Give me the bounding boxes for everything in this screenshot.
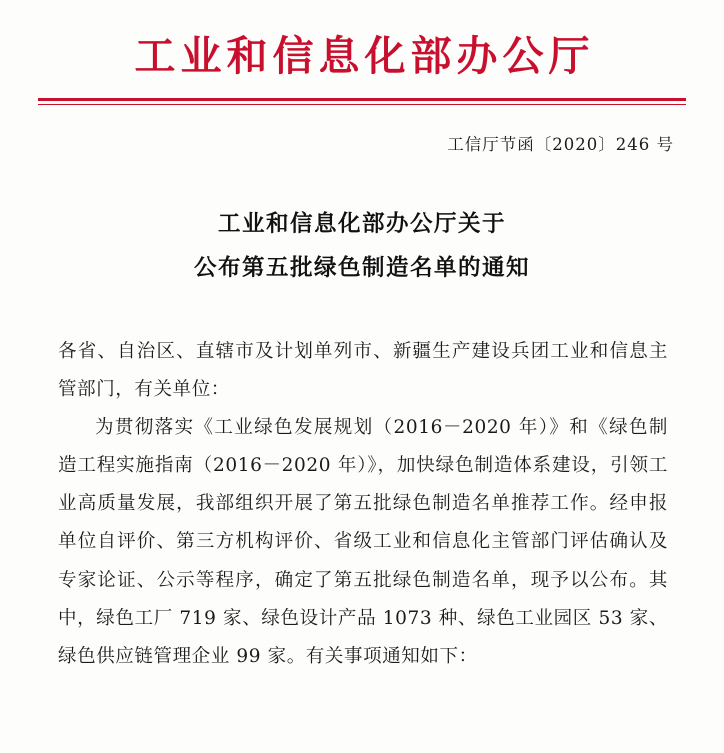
organization-title: 工业和信息化部办公厅 [134,32,595,80]
page-title-line-1: 工业和信息化部办公厅关于 [217,211,506,238]
document-body [0,333,724,676]
red-rule-thick [38,98,686,101]
masthead [0,0,724,105]
page-title [0,203,724,291]
red-rule-thin [38,104,686,105]
body-paragraph-main: 为贯彻落实《工业绿色发展规划（2016－2020 年）》和《绿色制造工程实施指南（2016－2020 年）》，加快绿色制造体系建设，引领工业高质量发展，我部组织开展了第五批绿色制造名单推荐工作。经申报单位自评价、第三方机构评价、省级工业和信息化主管部门评估确认及专家论证、公示等程序，确定了第五批绿色制造名单，现予以公布。其中，绿色工厂 719 家、绿色设计产品 1073 种、绿色工业园区 53 家、绿色供应链管理企业 99 家。有关事项通知如下： [58,417,668,667]
body-paragraph-salutation: 各省、自治区、直辖市及计划单列市、新疆生产建设兵团工业和信息主管部门，有关单位： [58,340,668,400]
document-number: 工信厅节函〔2020〕246 号 [447,135,674,155]
masthead-rules [0,98,724,105]
page-title-line-2: 公布第五批绿色制造名单的通知 [193,254,530,281]
